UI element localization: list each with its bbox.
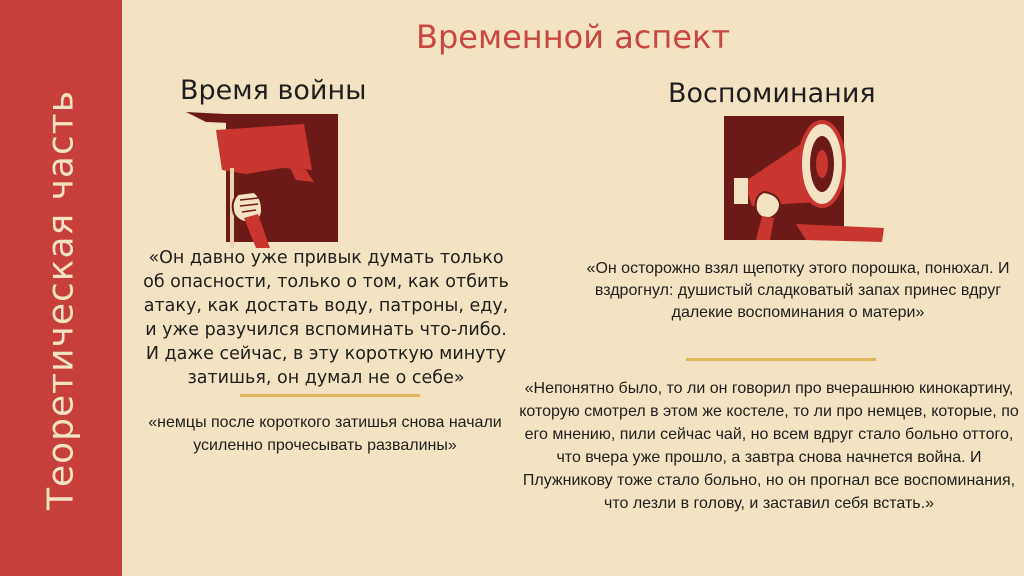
sidebar <box>0 0 122 576</box>
quote-war-second: «немцы после короткого затишья снова начали усиленно прочесывать развалины» <box>148 414 502 454</box>
heading-memories: Воспоминания <box>668 78 876 109</box>
hand-holding-megaphone-icon <box>722 112 888 244</box>
divider-right <box>686 358 876 361</box>
slide-title: Временной аспект <box>416 18 730 56</box>
sidebar-label: Теоретическая часть <box>40 90 82 510</box>
heading-war-time: Время войны <box>180 75 367 106</box>
quote-war-main: «Он давно уже привык думать только об опасности, только о том, как отбить атаку, как достать воду, патроны, еду, и уже разучился вспоминать что-либо. И даже сейчас, в эту короткую минуту затишья, он думал не о себе» <box>143 248 509 388</box>
raised-fist-with-flag-icon <box>186 110 344 250</box>
quote-memories-second: «Непонятно было, то ли он говорил про вчерашнюю кинокартину, которую смотрел в этом же костеле, то ли про немцев, которые, по его мнению, пили сейчас чай, но всем вдруг стало больно оттого, что вчера уже прошло, а завтра снова начнется война. И Плужникову тоже стало больно, но он прогнал все воспоминания, что лезли в голову, и заставил себя встать.» <box>519 380 1019 512</box>
quote-memories-main: «Он осторожно взял щепотку этого порошка, понюхал. И вздрогнул: душистый сладковатый запах принес вдруг далекие воспоминания о матери» <box>586 260 1010 321</box>
